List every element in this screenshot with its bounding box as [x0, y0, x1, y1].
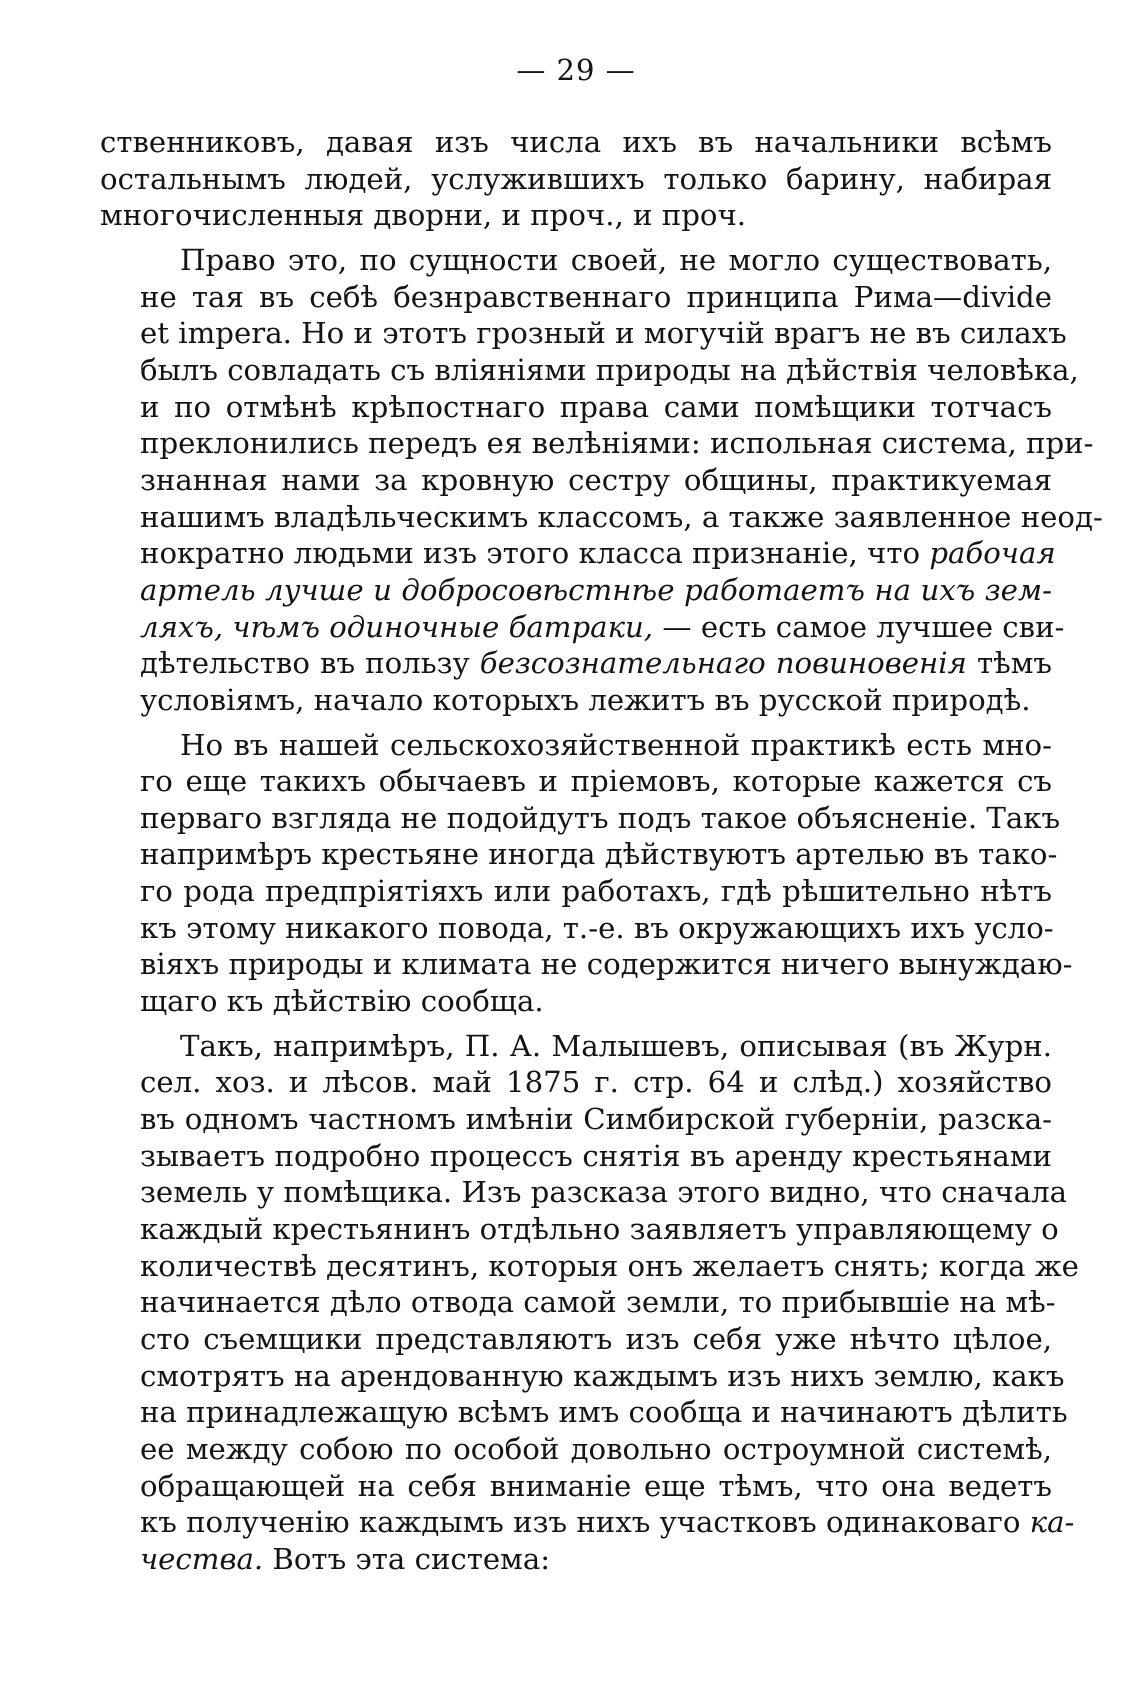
- text-run: тѣмъ: [966, 646, 1052, 681]
- paragraph: [100, 1028, 1079, 1578]
- paragraph: [100, 124, 1052, 234]
- text-line: [100, 197, 1052, 234]
- text-line: [100, 315, 1067, 352]
- text-line: [100, 1394, 1068, 1431]
- text-run: сел. хоз. и лѣсов. май 1875 г. стр. 64 и слѣд.) хозяйство: [140, 1065, 1052, 1100]
- text-line: [100, 873, 1052, 910]
- text-run: въ одномъ частномъ имѣніи Симбирской губерніи, разска-: [140, 1102, 1052, 1137]
- text-run: знанная нами за кровную сестру общины, практикуемая: [140, 462, 1052, 497]
- text-run: ее между собою по особой довольно остроумной системѣ,: [140, 1431, 1052, 1466]
- text-run: къ полученію каждымъ изъ нихъ участковъ одинаковаго: [140, 1505, 1030, 1540]
- text-line: [100, 946, 1073, 983]
- text-run: напримѣръ крестьяне иногда дѣйствуютъ артелью въ тако-: [140, 837, 1058, 872]
- text-run: условіямъ, начало которыхъ лежитъ въ русской природѣ.: [140, 682, 1031, 717]
- text-run: на принадлежащую всѣмъ имъ сообща и начинаютъ дѣлить: [140, 1395, 1068, 1430]
- text-run: дѣтельство въ пользу: [140, 646, 480, 681]
- text-run: нократно людьми изъ этого класса признаніе, что: [140, 536, 930, 571]
- text-run: начинается дѣло отвода самой земли, то прибывшіе на мѣ-: [140, 1285, 1056, 1320]
- text-run: и по отмѣнѣ крѣпостнаго права сами помѣщики тотчасъ: [140, 389, 1052, 424]
- text-run: обращающей на себя вниманіе еще тѣмъ, что она ведетъ: [140, 1468, 1052, 1503]
- text-line: [100, 983, 1052, 1020]
- text-line: [100, 124, 1052, 161]
- text-line: [100, 1321, 1052, 1358]
- italic-text: ка-: [1029, 1505, 1075, 1540]
- italic-text: рабочая: [929, 536, 1056, 571]
- text-line: [100, 1504, 1075, 1541]
- text-line: [100, 1211, 1059, 1248]
- page-number: — 29 —: [516, 53, 636, 87]
- paragraph: [100, 727, 1073, 1020]
- text-line: [100, 1284, 1056, 1321]
- text-run: смотрятъ на арендованную каждымъ изъ нихъ землю, какъ: [140, 1358, 1065, 1393]
- text-line: [100, 836, 1058, 873]
- text-line: [100, 572, 1052, 609]
- text-run: ственниковъ, давая изъ числа ихъ въ начальники всѣмъ: [100, 125, 1052, 159]
- text-run: Право это, по сущности своей, не могло существовать,: [180, 242, 1052, 277]
- text-run: перваго взгляда не подойдутъ подъ такое объясненіе. Такъ: [140, 800, 1061, 835]
- text-line: [100, 763, 1052, 800]
- text-line: [100, 910, 1052, 947]
- text-line: [100, 609, 1065, 646]
- text-line: [100, 462, 1052, 499]
- text-line: [100, 1101, 1052, 1138]
- italic-text: артель лучше и добросовѣстнѣе работаетъ на ихъ зем-: [140, 572, 1052, 607]
- text-line: [100, 352, 1079, 389]
- text-line: [100, 425, 1094, 462]
- text-run: віяхъ природы и климата не содержится ничего вынуждаю-: [140, 947, 1073, 982]
- text-line: [100, 161, 1052, 198]
- text-line: [100, 1174, 1068, 1211]
- text-run: го рода предпріятіяхъ или работахъ, гдѣ рѣшительно нѣтъ: [140, 874, 1052, 909]
- italic-text: безсознательнаго повиновенія: [479, 646, 967, 681]
- text-line: [100, 1431, 1052, 1468]
- text-line: [100, 499, 1103, 536]
- text-line: [100, 535, 1056, 572]
- paragraph: [100, 242, 1103, 719]
- text-line: [100, 1541, 1052, 1578]
- text-line: [100, 389, 1052, 426]
- text-line: [100, 1248, 1079, 1285]
- text-line: [100, 242, 1052, 279]
- text-run: не тая въ себѣ безнравственнаго принципа Рима—divide: [140, 279, 1052, 314]
- italic-text: чества.: [140, 1541, 264, 1576]
- text-run: сто съемщики представляютъ изъ себя уже нѣчто цѣлое,: [140, 1322, 1052, 1356]
- text-line: [100, 1138, 1052, 1175]
- text-run: количествѣ десятинъ, которыя онъ желаетъ снять; когда же: [140, 1248, 1079, 1283]
- text-run: къ этому никакого повода, т.-е. въ окружающихъ ихъ усло-: [140, 910, 1054, 945]
- text-run: многочисленныя дворни, и проч., и проч.: [100, 198, 747, 233]
- text-run: Вотъ эта система:: [263, 1541, 551, 1576]
- text-run: Такъ, напримѣръ, П. А. Малышевъ, описывая (въ Журн.: [180, 1028, 1052, 1063]
- text-line: [100, 1064, 1052, 1101]
- italic-text: ляхъ, чѣмъ одиночные батраки,: [140, 609, 654, 644]
- text-line: [100, 1028, 1052, 1065]
- body-text: [100, 124, 1103, 1578]
- text-run: былъ совладать съ вліяніями природы на дѣйствія человѣка,: [140, 352, 1079, 387]
- text-line: [100, 800, 1061, 837]
- text-run: земель у помѣщика. Изъ разсказа этого видно, что сначала: [140, 1175, 1068, 1210]
- text-line: [100, 1468, 1052, 1505]
- text-line: [100, 645, 1052, 682]
- text-line: [100, 279, 1052, 316]
- text-run: преклонились передъ ея велѣніями: испольная система, при-: [140, 426, 1094, 461]
- text-run: остальнымъ людей, услужившихъ только барину, набирая: [100, 161, 1052, 196]
- text-run: каждый крестьянинъ отдѣльно заявляетъ управляющему о: [140, 1212, 1059, 1247]
- text-run: et impera. Но и этотъ грозный и могучій врагъ не въ силахъ: [140, 316, 1067, 351]
- text-run: нашимъ владѣльческимъ классомъ, а также заявленное неод-: [140, 499, 1103, 534]
- text-run: — есть самое лучшее сви-: [653, 609, 1065, 644]
- text-line: [100, 727, 1052, 764]
- text-run: щаго къ дѣйствію сообща.: [140, 984, 544, 1019]
- text-run: го еще такихъ обычаевъ и пріемовъ, которые кажется съ: [140, 764, 1052, 799]
- text-run: зываетъ подробно процессъ снятія въ аренду крестьянами: [140, 1138, 1052, 1173]
- text-run: Но въ нашей сельскохозяйственной практикѣ есть мно-: [180, 727, 1052, 762]
- text-line: [100, 1358, 1065, 1395]
- text-line: [100, 682, 1052, 719]
